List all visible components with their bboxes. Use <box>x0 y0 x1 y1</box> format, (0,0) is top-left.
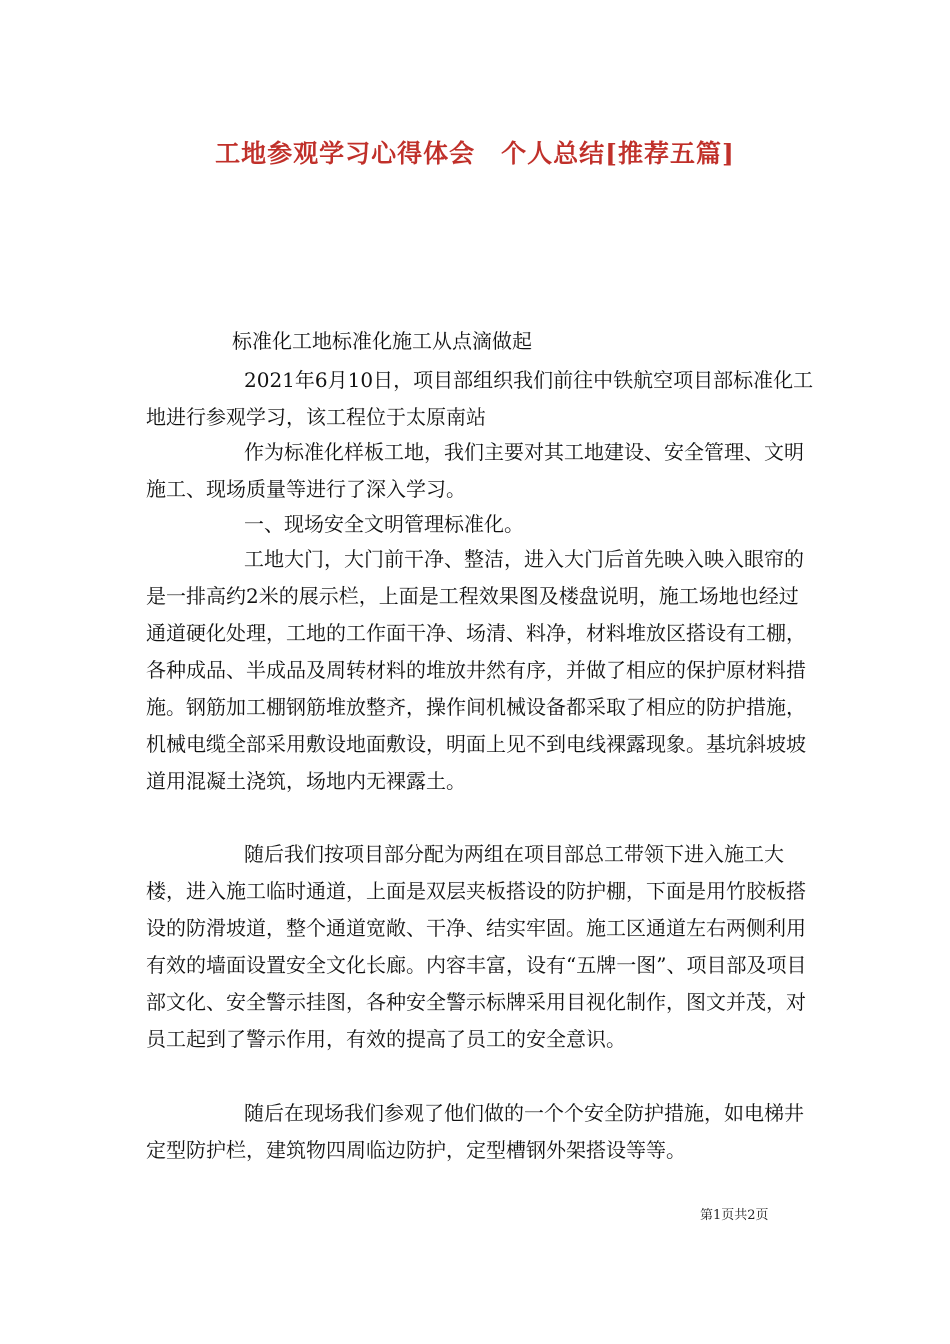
document-subtitle: 标准化工地标准化施工从点滴做起 <box>232 329 532 353</box>
page-number: 第1页共2页 <box>700 1208 769 1223</box>
paragraph-5: 随后我们按项目部分配为两组在项目部总工带领下进入施工大楼，进入施工临时通道，上面是双层夹板搭设的防护棚，下面是用竹胶板搭设的防滑坡道，整个通道宽敞、干净、结实牢固。施工区通道左右两侧利用有效的墙面设置安全文化长廊。内容丰富，设有“五牌一图”、项目部及项目部文化、安全警示挂图，各种安全警示标牌采用目视化制作，图文并茂，对员工起到了警示作用，有效的提高了员工的安全意识。 <box>146 842 807 1051</box>
paragraph-3: 一、现场安全文明管理标准化。 <box>244 512 524 536</box>
paragraph-1: 2021年6月10日，项目部组织我们前往中铁航空项目部标准化工地进行参观学习，该工程位于太原南站 <box>146 368 814 429</box>
document-title: 工地参观学习心得体会 个人总结[推荐五篇] <box>215 139 735 168</box>
paragraph-2: 作为标准化样板工地，我们主要对其工地建设、安全管理、文明施工、现场质量等进行了深入学习。 <box>146 440 804 501</box>
paragraph-6: 随后在现场我们参观了他们做的一个个安全防护措施，如电梯井定型防护栏，建筑物四周临边防护，定型槽钢外架搭设等等。 <box>146 1101 804 1162</box>
paragraph-4: 工地大门，大门前干净、整洁，进入大门后首先映入映入眼帘的是一排高约2米的展示栏，上面是工程效果图及楼盘说明，施工场地也经过通道硬化处理，工地的工作面干净、场清、料净，材料堆放区搭设有工棚，各种成品、半成品及周转材料的堆放井然有序，并做了相应的保护原材料措施。钢筋加工棚钢筋堆放整齐，操作间机械设备都采取了相应的防护措施，机械电缆全部采用敷设地面敷设，明面上见不到电线裸露现象。基坑斜坡坡道用混凝土浇筑，场地内无裸露土。 <box>146 547 806 793</box>
